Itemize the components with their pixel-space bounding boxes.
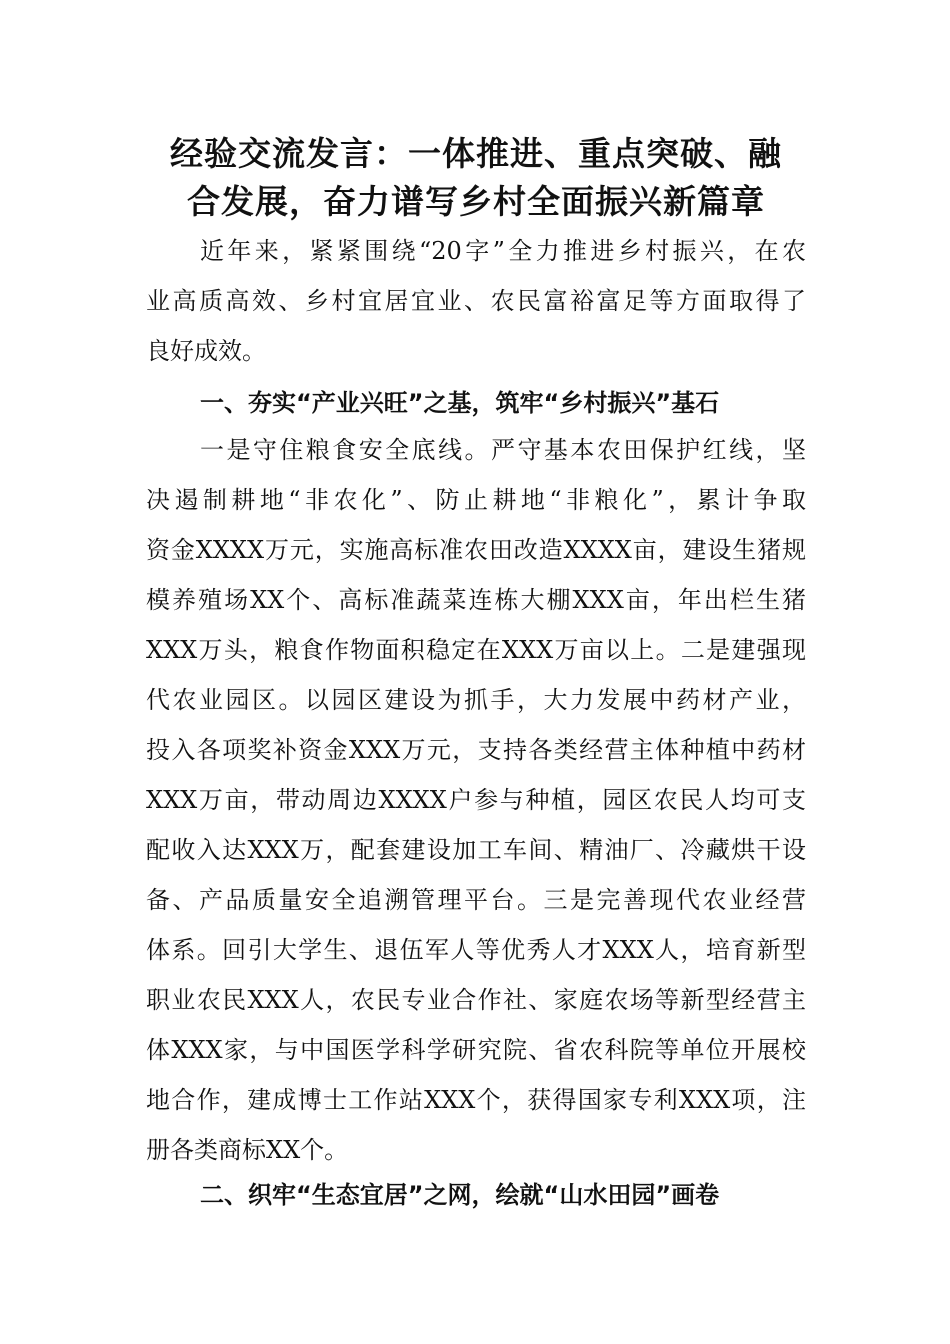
paragraph-line: 投入各项奖补资金XXX万元，支持各类经营主体种植中药材 <box>146 736 806 764</box>
paragraph-line: 一是守住粮食安全底线。严守基本农田保护红线，坚 <box>200 436 806 464</box>
paragraph-line: 体系。回引大学生、退伍军人等优秀人才XXX人，培育新型 <box>146 936 806 964</box>
paragraph-line: 业高质高效、乡村宜居宜业、农民富裕富足等方面取得了 <box>146 287 806 315</box>
paragraph-line: XXX万亩，带动周边XXXX户参与种植，园区农民人均可支 <box>146 786 806 814</box>
paragraph-line: 体XXX家，与中国医学科学研究院、省农科院等单位开展校 <box>146 1036 806 1064</box>
paragraph-line: 代农业园区。以园区建设为抓手，大力发展中药材产业， <box>146 686 806 714</box>
paragraph-line: XXX万头，粮食作物面积稳定在XXX万亩以上。二是建强现 <box>146 636 806 664</box>
document-title-line-1: 经验交流发言：一体推进、重点突破、融 <box>170 134 782 173</box>
paragraph-line: 模养殖场XX个、高标准蔬菜连栋大棚XXX亩，年出栏生猪 <box>146 586 806 614</box>
section-1-heading: 一、夯实“产业兴旺”之基，筑牢“乡村振兴”基石 <box>200 389 720 417</box>
paragraph-line: 配收入达XXX万，配套建设加工车间、精油厂、冷藏烘干设 <box>146 836 806 864</box>
paragraph-line: 良好成效。 <box>146 337 266 365</box>
document-title-line-2: 合发展，奋力谱写乡村全面振兴新篇章 <box>187 182 765 221</box>
paragraph-line: 决遏制耕地“非农化”、防止耕地“非粮化”，累计争取 <box>146 486 806 514</box>
paragraph-line: 备、产品质量安全追溯管理平台。三是完善现代农业经营 <box>146 886 806 914</box>
paragraph-line: 册各类商标XX个。 <box>146 1136 349 1164</box>
paragraph-line: 近年来，紧紧围绕“20字”全力推进乡村振兴，在农 <box>200 237 806 265</box>
paragraph-line: 职业农民XXX人，农民专业合作社、家庭农场等新型经营主 <box>146 986 806 1014</box>
section-2-heading: 二、织牢“生态宜居”之网，绘就“山水田园”画卷 <box>200 1181 720 1209</box>
paragraph-line: 资金XXXX万元，实施高标准农田改造XXXX亩，建设生猪规 <box>146 536 806 564</box>
paragraph-line: 地合作，建成博士工作站XXX个，获得国家专利XXX项，注 <box>146 1086 806 1114</box>
